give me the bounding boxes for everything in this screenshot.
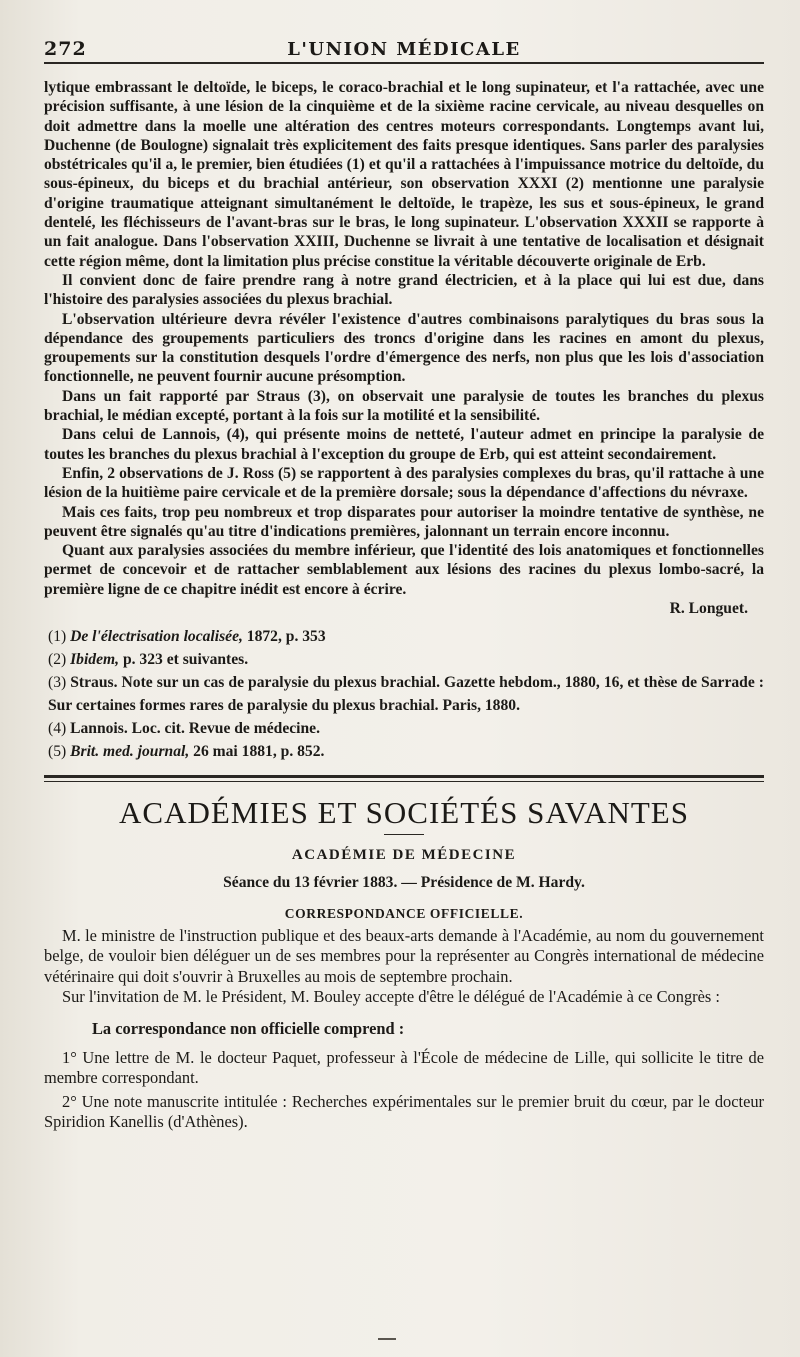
- footnote-ref: (2): [48, 651, 67, 669]
- footnote-text: 1872, p. 353: [242, 628, 326, 646]
- author-signature: R. Longuet.: [669, 600, 748, 618]
- section-divider: [44, 775, 764, 782]
- article-paragraph: Mais ces faits, trop peu nombreux et trop disparates pour autoriser la moindre tentative de synthèse, ne peuvent être signalés qu'au titre d'indications premières, jalonnant un terrain encore inconnu.: [44, 503, 764, 540]
- article-paragraph: Enfin, 2 observations de J. Ross (5) se rapportent à des paralysies complexes du bras, qu'il rattache à une lésion de la huitième paire cervicale et de la première dorsale; sous la dépendance d'affections du névraxe.: [44, 464, 764, 502]
- footnote: [44, 671, 764, 717]
- section-paragraph: M. le ministre de l'instruction publique et des beaux-arts demande à l'Académie, au nom du gouvernement belge, de vouloir bien déléguer un de ses membres pour la représenter au Congrès international de médecine vétérinaire qui doit s'ouvrir à Bruxelles au mois de septembre prochain.: [44, 926, 764, 986]
- footnote: [44, 717, 764, 740]
- article-paragraph: Dans celui de Lannois, (4), qui présente moins de netteté, l'auteur admet en principe la paralysie de toutes les branches du plexus brachial à l'exception du groupe de Erb, qui est atteint secondairement.: [44, 426, 764, 463]
- non-official-heading: La correspondance non officielle comprend :: [92, 1019, 405, 1039]
- article-paragraph: L'observation ultérieure devra révéler l'existence d'autres combinaisons paralytiques du bras sous la dépendance des groupements particuliers des troncs d'origine dans les racines en amont du plexus, groupements sur la constitution desquels l'ordre d'émergence des nerfs, non plus que les lois d'association fonctionnelle, ne peuvent fournir aucune présomption.: [44, 310, 764, 386]
- footnote-title: Brit. med. journal,: [70, 743, 190, 761]
- academy-heading: ACADÉMIE DE MÉDECINE: [291, 847, 517, 864]
- article-paragraph: lytique embrassant le deltoïde, le biceps, le coraco-brachial et le long supinateur, et l'a rattachée, avec une précision suffisante, à une lésion de la cinquième et de la sixième racine cervicale, au niveau desquelles on doit admettre dans la moelle une altération des centres moteurs correspondants. Longtemps avant lui, Duchenne (de Boulogne) signalait très explicitement des faits presque identiques. Sans parler des paralysies obstétricales qu'il a, le premier, bien étudiées (1) et qu'il a rattachées à l'impuissance motrice du deltoïde, du sous-épineux, du biceps et du brachial antérieur, son observation XXXI (2) mentionne une paralysie d'origine traumatique atteignant simultanément le deltoïde, le trapèze, les sus et sous-épineux, le grand dentelé, les fléchisseurs de l'avant-bras sur le bras, le long supinateur. L'observation XXXII se rapporte à un fait analogue. Dans l'observation XXIII, Duchenne se livrait à une tentative de localisation et désignait cette région même, dont la limitation plus précise constitue la véritable découverte originale de Erb.: [44, 79, 764, 270]
- section-body: [44, 926, 764, 1133]
- title-underline: [384, 834, 424, 835]
- correspondence-item: 2° Une note manuscrite intitulée : Recherches expérimentales sur le premier bruit du cœur, par le docteur Spiridion Kanellis (d'Athènes).: [44, 1092, 764, 1132]
- footnote: [44, 740, 764, 763]
- journal-title: L'UNION MÉDICALE: [287, 39, 521, 60]
- section-title: ACADÉMIES ET SOCIÉTÉS SAVANTES: [119, 795, 689, 831]
- article-paragraph: Il convient donc de faire prendre rang à notre grand électricien, et à la place qui lui est due, dans l'histoire des paralysies associées du plexus brachial.: [44, 271, 764, 309]
- footnote-title: De l'électrisation localisée,: [70, 628, 243, 646]
- footnote-text: Lannois. Loc. cit. Revue de médecine.: [70, 720, 321, 738]
- footnote: [44, 648, 764, 671]
- article-paragraph: Dans un fait rapporté par Straus (3), on observait une paralysie de toutes les branches du plexus brachial, le médian excepté, portant à la fois sur la motilité et la sensibilité.: [44, 387, 764, 425]
- session-line: Séance du 13 février 1883. — Présidence de M. Hardy.: [223, 874, 585, 892]
- bottom-ornament: [378, 1330, 396, 1340]
- footnote-text: 26 mai 1881, p. 852.: [189, 743, 325, 761]
- footnote-ref: (4): [48, 720, 67, 738]
- footnote-ref: (1): [48, 628, 67, 646]
- footnote-text: p. 323 et suivantes.: [119, 651, 249, 669]
- footnote-ref: (5): [48, 743, 67, 761]
- footnote-title: Ibidem,: [70, 651, 120, 669]
- running-head: [44, 34, 764, 64]
- footnote-text: Straus. Note sur un cas de paralysie du plexus brachial. Gazette hebdom., 1880, 16, et thèse de Sarrade : Sur certaines formes rares de paralysie du plexus brachial. Paris, 1880.: [48, 674, 764, 715]
- footnotes: [44, 625, 764, 763]
- article-paragraph: Quant aux paralysies associées du membre inférieur, que l'identité des lois anatomiques et fonctionnelles permet de concevoir et de rattacher semblablement aux lésions des racines du plexus lombo-sacré, la première ligne de ce chapitre inédit est encore à écrire.: [44, 542, 764, 598]
- page-number: 272: [44, 38, 87, 60]
- article-body: [44, 78, 764, 599]
- footnote-ref: (3): [48, 674, 67, 692]
- section-paragraph: Sur l'invitation de M. le Président, M. Bouley accepte d'être le délégué de l'Académie à ce Congrès :: [62, 986, 720, 1006]
- correspondence-heading: CORRESPONDANCE OFFICIELLE.: [284, 906, 524, 922]
- footnote: [44, 625, 764, 648]
- correspondence-item: 1° Une lettre de M. le docteur Paquet, professeur à l'École de médecine de Lille, qui sollicite le titre de membre correspondant.: [44, 1047, 764, 1087]
